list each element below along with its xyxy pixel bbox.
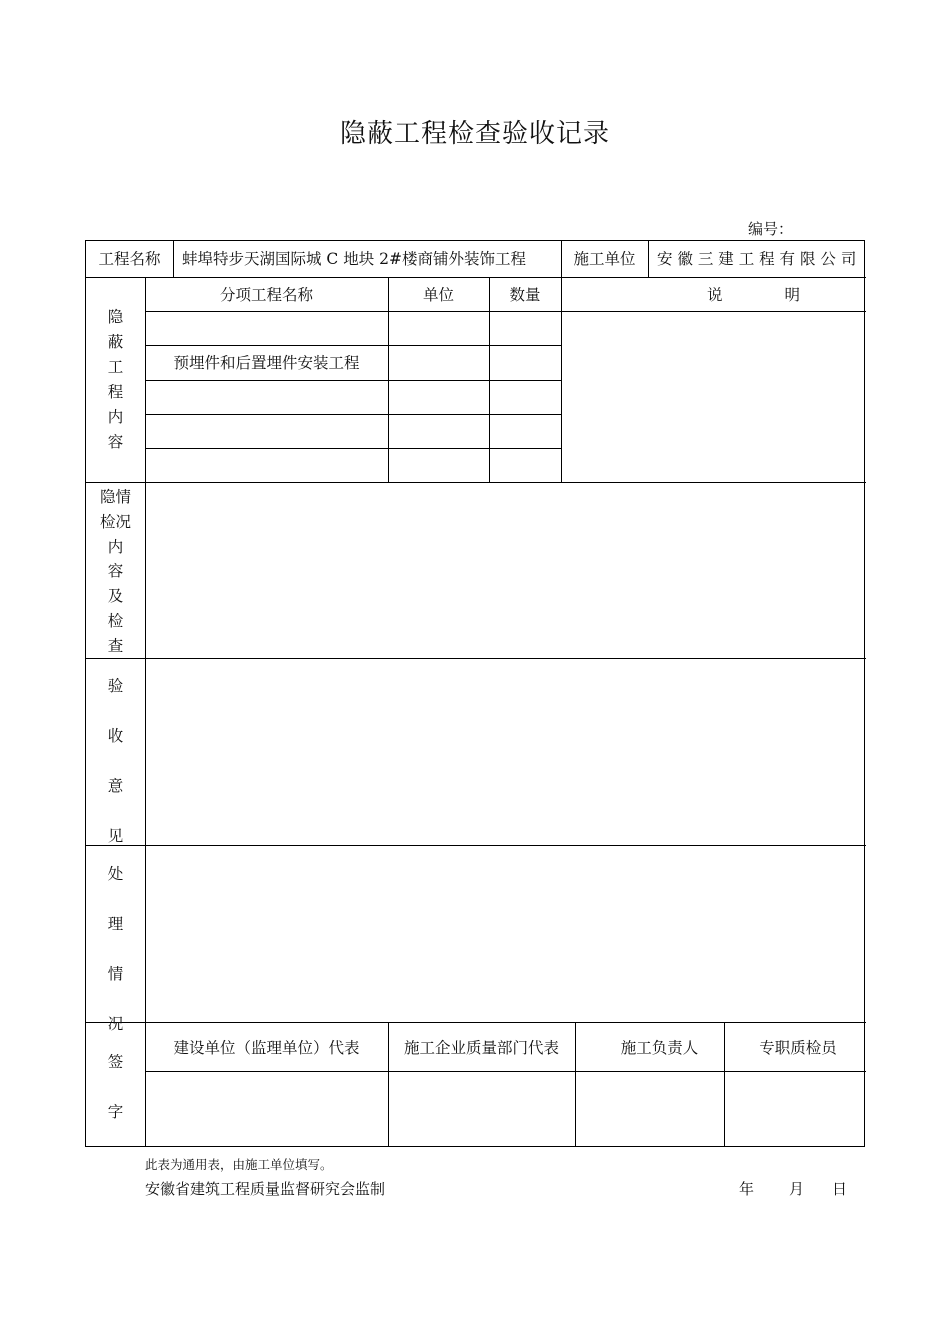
col-divider	[145, 277, 146, 1147]
col-subproject-header: 分项工程名称	[219, 286, 313, 304]
project-name-label: 工程名称	[98, 250, 161, 268]
row-divider	[145, 380, 561, 381]
subproject-cell: 预埋件和后置埋件安装工程	[173, 354, 360, 372]
date-day: 日	[832, 1180, 848, 1198]
col-divider	[388, 277, 389, 482]
col-divider	[489, 277, 490, 482]
sig-owner-header: 建设单位（监理单位）代表	[173, 1039, 360, 1057]
code-label: 编号：	[748, 220, 794, 238]
record-form	[85, 240, 865, 1147]
col-divider	[648, 241, 649, 277]
row-divider	[145, 414, 561, 415]
handling-side-label: 处 理 情 况	[107, 865, 124, 1033]
footer-note: 此表为通用表，由施工单位填写。	[145, 1157, 333, 1172]
hidden-content-side-label: 隐 蔽 工 程 内 容	[107, 308, 124, 451]
sig-inspector-header: 专职质检员	[759, 1039, 837, 1057]
row-divider	[86, 658, 866, 659]
col-divider	[173, 241, 174, 277]
acceptance-side-label: 验 收 意 见	[107, 677, 124, 845]
page-title: 隐蔽工程检查验收记录	[339, 119, 610, 149]
row-divider	[145, 345, 561, 346]
col-quantity-header: 数量	[509, 286, 541, 304]
check-side-label: 隐情 检况 内 容 及 检 查	[99, 488, 131, 655]
date-month: 月	[789, 1180, 805, 1198]
project-name-value: 蚌埠特步天湖国际城 C 地块 2#楼商铺外装饰工程	[182, 250, 526, 268]
col-note-header: 说 明	[706, 286, 800, 304]
col-unit-header: 单位	[422, 286, 454, 304]
sig-site-manager-header: 施工负责人	[620, 1039, 699, 1057]
contractor-value: 安 徽 三 建 工 程 有 限 公 司	[657, 250, 857, 268]
row-divider	[86, 277, 866, 278]
contractor-label: 施工单位	[573, 250, 636, 268]
row-divider	[145, 311, 866, 312]
row-divider	[86, 482, 866, 483]
footer-issuer: 安徽省建筑工程质量监督研究会监制	[145, 1180, 386, 1198]
row-divider	[145, 448, 561, 449]
signature-side-label: 签 字	[107, 1053, 124, 1121]
date-year: 年	[739, 1180, 755, 1198]
row-divider	[145, 1071, 866, 1072]
sig-quality-dept-header: 施工企业质量部门代表	[403, 1039, 559, 1057]
col-divider	[561, 241, 562, 482]
row-divider	[86, 845, 866, 846]
row-divider	[86, 1022, 866, 1023]
